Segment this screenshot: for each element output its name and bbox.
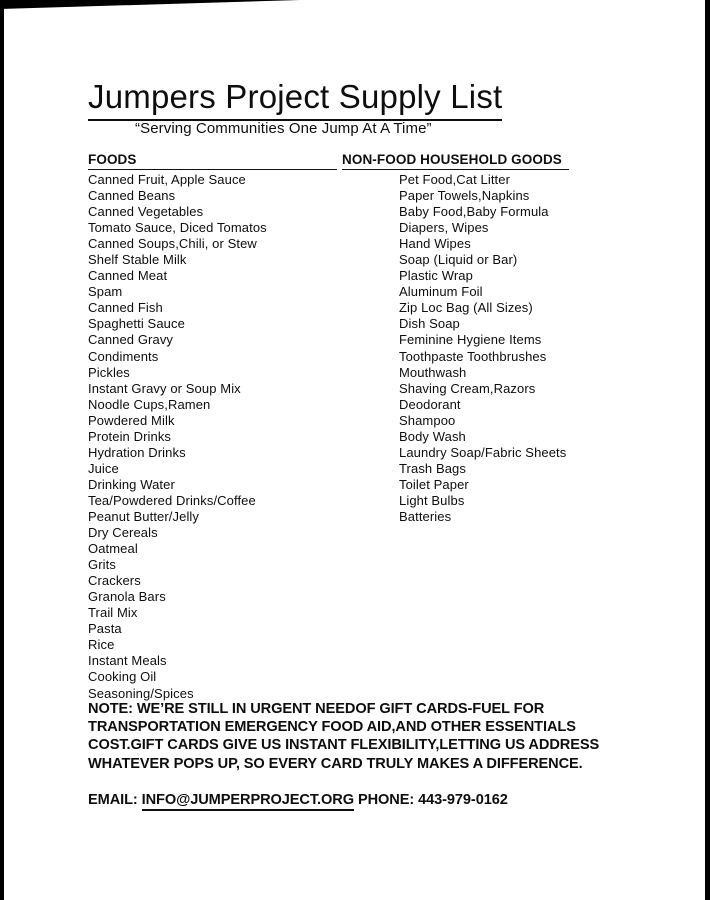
list-item: Trash Bags xyxy=(399,460,466,476)
list-item: Deodorant xyxy=(399,396,461,412)
list-item: Condiments xyxy=(88,348,159,364)
list-item: Canned Fruit, Apple Sauce xyxy=(88,172,246,187)
nonfood-column xyxy=(342,152,569,525)
list-item: Shampoo xyxy=(399,412,456,428)
list-item: Canned Meat xyxy=(88,268,168,284)
contact-line xyxy=(88,792,508,808)
foods-list xyxy=(88,172,337,702)
list-item: Batteries xyxy=(399,508,452,524)
foods-header: FOODS xyxy=(88,152,337,170)
list-item: Soap (Liquid or Bar) xyxy=(399,252,518,268)
list-item: Canned Soups,Chili, or Stew xyxy=(88,236,257,252)
list-item: Drinking Water xyxy=(88,476,175,492)
list-item: Toilet Paper xyxy=(399,476,469,492)
list-item: Cooking Oil xyxy=(88,669,157,685)
list-item: Spam xyxy=(88,284,123,300)
nonfood-header: NON-FOOD HOUSEHOLD GOODS xyxy=(342,152,569,170)
note-line: NOTE: WE’RE STILL IN URGENT NEEDOF GIFT CARDS-FUEL FOR xyxy=(88,701,545,717)
list-item: Hydration Drinks xyxy=(88,444,186,460)
page-subtitle: “Serving Communities One Jump At A Time” xyxy=(135,120,432,137)
list-item: Toothpaste Toothbrushes xyxy=(399,348,547,364)
urgent-note xyxy=(88,700,599,773)
list-item: Pasta xyxy=(88,621,122,637)
list-item: Canned Gravy xyxy=(88,332,174,348)
list-item: Instant Meals xyxy=(88,653,167,669)
list-item: Tea/Powdered Drinks/Coffee xyxy=(88,492,256,508)
list-item: Baby Food,Baby Formula xyxy=(399,204,549,220)
list-item: Hand Wipes xyxy=(399,236,471,252)
list-item: Canned Vegetables xyxy=(88,204,204,220)
phone-label: PHONE: xyxy=(357,792,415,808)
page-title: Jumpers Project Supply List xyxy=(88,78,502,121)
list-item: Canned Fish xyxy=(88,300,163,316)
list-item: Spaghetti Sauce xyxy=(88,316,185,332)
list-item: Laundry Soap/Fabric Sheets xyxy=(399,444,567,460)
phone-number: 443-979-0162 xyxy=(418,792,508,808)
email-label: EMAIL: xyxy=(88,792,138,808)
scan-edge-right xyxy=(705,0,710,900)
list-item: Dry Cereals xyxy=(88,525,158,541)
list-item: Diapers, Wipes xyxy=(399,220,489,236)
scan-edge-top xyxy=(0,0,300,9)
list-item: Pet Food,Cat Litter xyxy=(399,172,511,187)
note-line: WHATEVER POPS UP, SO EVERY CARD TRULY MAKES A DIFFERENCE. xyxy=(88,755,583,772)
list-item: Aluminum Foil xyxy=(399,284,483,300)
list-item: Zip Loc Bag (All Sizes) xyxy=(399,300,533,316)
list-item: Powdered Milk xyxy=(88,412,175,428)
list-item: Dish Soap xyxy=(399,316,460,332)
list-item: Rice xyxy=(88,637,115,653)
scan-edge-left xyxy=(0,0,4,900)
foods-column xyxy=(88,152,337,702)
list-item: Shelf Stable Milk xyxy=(88,252,187,268)
list-item: Instant Gravy or Soup Mix xyxy=(88,380,241,396)
list-item: Protein Drinks xyxy=(88,428,172,444)
email-link[interactable]: INFO@JUMPERPROJECT.ORG xyxy=(142,792,354,811)
list-item: Grits xyxy=(88,557,116,573)
note-line: COST.GIFT CARDS GIVE US INSTANT FLEXIBILITY,LETTING US ADDRESS xyxy=(88,737,600,754)
list-item: Tomato Sauce, Diced Tomatos xyxy=(88,220,267,236)
list-item: Shaving Cream,Razors xyxy=(399,380,536,396)
list-item: Body Wash xyxy=(399,428,466,444)
note-line: TRANSPORTATION EMERGENCY FOOD AID,AND OTHER ESSENTIALS xyxy=(88,719,576,736)
list-item: Trail Mix xyxy=(88,605,138,621)
list-item: Crackers xyxy=(88,573,141,589)
list-item: Plastic Wrap xyxy=(399,268,473,284)
list-item: Granola Bars xyxy=(88,589,166,605)
list-item: Noodle Cups,Ramen xyxy=(88,396,211,412)
list-item: Juice xyxy=(88,460,119,476)
list-item: Oatmeal xyxy=(88,541,138,557)
list-item: Canned Beans xyxy=(88,188,176,204)
list-item: Peanut Butter/Jelly xyxy=(88,508,200,524)
list-item: Feminine Hygiene Items xyxy=(399,332,542,348)
list-item: Light Bulbs xyxy=(399,492,465,508)
list-item: Pickles xyxy=(88,364,130,380)
list-item: Mouthwash xyxy=(399,364,467,380)
list-item: Paper Towels,Napkins xyxy=(399,188,530,204)
nonfood-list xyxy=(399,172,569,525)
list-item: Seasoning/Spices xyxy=(88,685,194,701)
